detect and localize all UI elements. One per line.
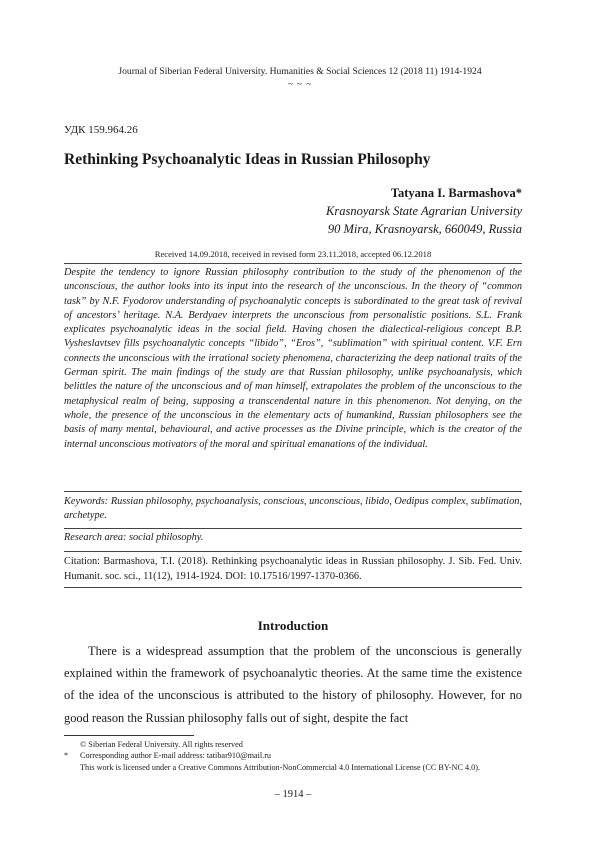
license-note: This work is licensed under a Creative Commons Attribution-NonCommercial 4.0 International License (CC BY-NC 4.0). (80, 762, 480, 772)
divider (64, 491, 522, 492)
divider (64, 587, 522, 588)
divider (64, 551, 522, 552)
header-ornament: ~ ~ ~ (287, 79, 313, 89)
intro-paragraph: There is a widespread assumption that the problem of the unconscious is generally explained within the framework of psychoanalytic theories. At the same time the existence of the idea of the unconscious is attributed to the history of philosophy. However, for no good reason the Russian philosophy falls out of sight, despite the fact (64, 644, 522, 725)
copyright-note: © Siberian Federal University. All rights reserved (80, 740, 243, 749)
journal-header: Journal of Siberian Federal University. Humanities & Social Sciences 12 (2018 11) 1914-1924 (118, 66, 482, 77)
page-number: – 1914 – (274, 789, 312, 800)
author-name: Tatyana I. Barmashova* (390, 186, 522, 200)
divider (64, 263, 522, 264)
citation: Citation: Barmashova, T.I. (2018). Rethinking psychoanalytic ideas in Russian philosophy. J. Sib. Fed. Univ. Humanit. soc. sci., 11(12), 1914-1924. DOI: 10.17516/1997-1370-0366. (64, 556, 522, 582)
article-title: Rethinking Psychoanalytic Ideas in Russian Philosophy (64, 151, 431, 168)
keywords: Keywords: Russian philosophy, psychoanalysis, conscious, unconscious, libido, Oedipus complex, sublimation, archetype. (64, 496, 522, 522)
abstract: Despite the tendency to ignore Russian philosophy contribution to the study of the phenomenon of the unconscious, the author looks into its input into the research of the unconscious. In the theory of “common task” by N.F. Fyodorov understanding of psychoanalytic concepts is subordinated to the great task of revival of ancestors’ heritage. N.A. Berdyaev interprets the unconscious from personalistic positions. S.L. Frank explicates psychoanalytic ideas in the social field. Having chosen the dialectical-religious concept B.P. Vysheslavtsev fills psychoanalytic concepts “libido”, “Eros”, “sublimation” with spiritual content. V.F. Ern connects the unconscious with the irrational society phenomena, characterizing the deep national traits of the German spirit. The main findings of the study are that Russian philosophy, unlike psychoanalysis, which belittles the nature of the unconscious and of man himself, extrapolates the problem of the unconscious to the metaphysical realm of being, supposing a transcendental nature in this phenomenon. Not denying, on the whole, the presence of the unconscious in the elementary acts of humankind, Russian philosophers see the basis of many mental, behavioural, and active processes as the Divine principle, which is the creator of the internal unconscious motivators of the moral and spiritual emanations of the individual. (64, 267, 522, 450)
footnote-mark: * (64, 751, 69, 761)
section-heading-introduction: Introduction (257, 618, 329, 633)
affiliation-line-1: Krasnoyarsk State Agrarian University (326, 204, 522, 218)
footnote-divider (64, 735, 194, 736)
footnotes (64, 739, 534, 773)
udk-code: УДК 159.964.26 (64, 124, 138, 136)
divider (64, 528, 522, 529)
received-dates: Received 14.09.2018, received in revised form 23.11.2018, accepted 06.12.2018 (154, 249, 432, 259)
research-area: Research area: social philosophy. (64, 532, 204, 543)
corresponding-author-note: Corresponding author E-mail address: tatibar910@mail.ru (80, 751, 272, 761)
affiliation-line-2: 90 Mira, Krasnoyarsk, 660049, Russia (327, 222, 522, 236)
author-block (326, 185, 522, 238)
